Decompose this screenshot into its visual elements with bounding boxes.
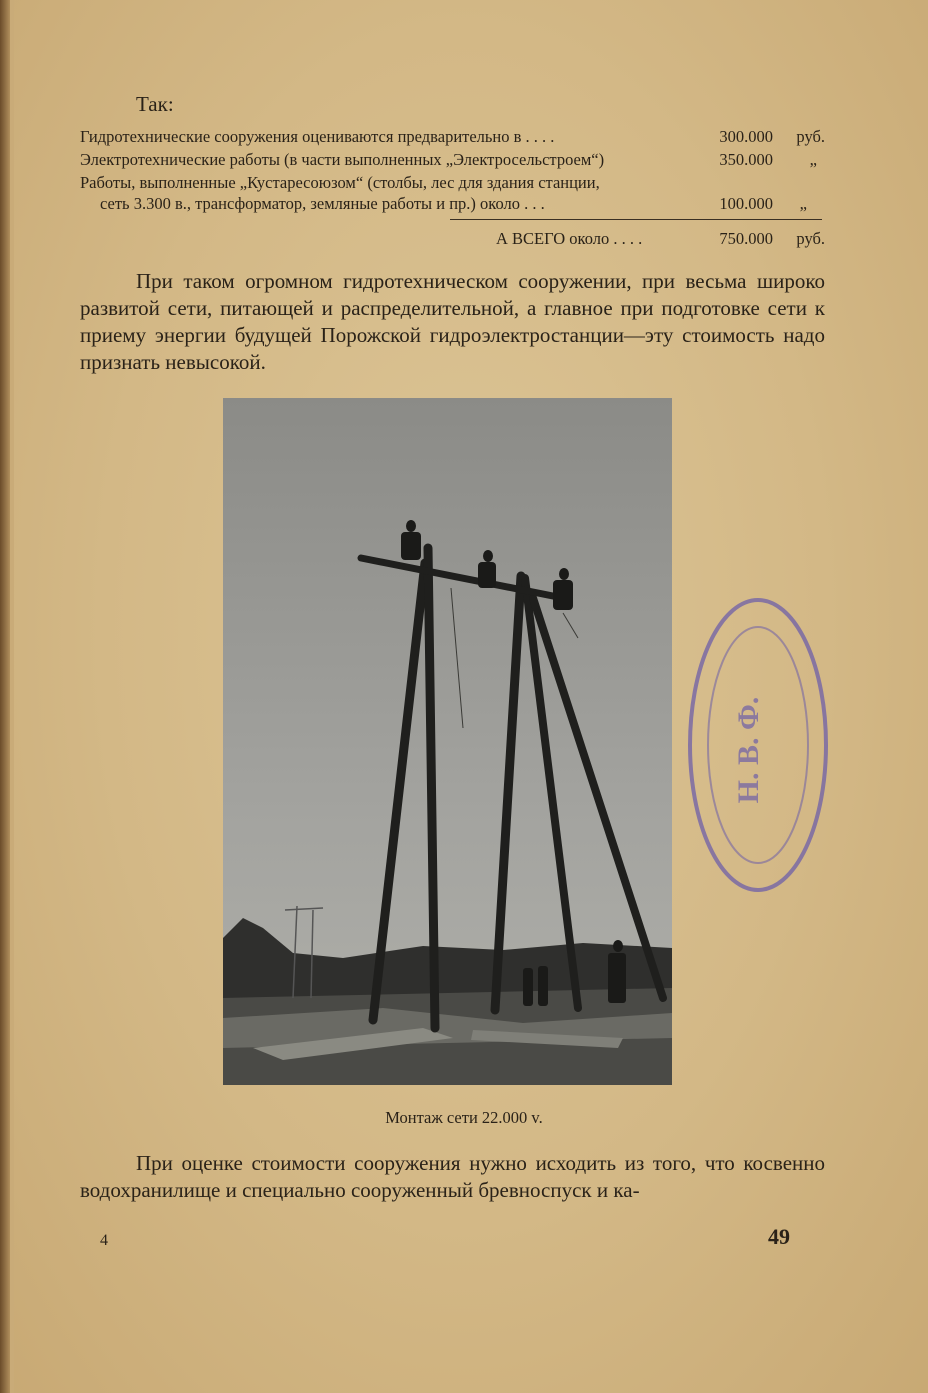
page-number: 49 xyxy=(768,1224,790,1249)
svg-text:Н. В. Ф.: Н. В. Ф. xyxy=(732,696,765,804)
cost-desc: Работы, выполненные „Кустаресоюзом“ (столбы, лес для здания станции, xyxy=(80,173,600,192)
page-edge xyxy=(10,0,14,1393)
cost-unit: „ xyxy=(809,150,817,169)
signature-mark: 4 xyxy=(100,1232,108,1249)
cost-unit: руб. xyxy=(796,127,825,146)
page-edge-shadow xyxy=(0,0,10,1393)
total-amount: 750.000 xyxy=(719,229,773,248)
total-rule xyxy=(450,219,822,220)
cost-amount: 350.000 xyxy=(719,150,773,169)
total-label: А ВСЕГО около . . . . xyxy=(496,229,643,248)
intro-text: Так: xyxy=(136,92,174,116)
paragraph-conclusion: При таком огромном гидротехническом сооружении, при весьма широко развитой сети, питающей и распределительной, а главное при подготовке сети к приему энергии будущей Порожской гидроэлектростанции—эту стоимость надо признать невысокой. xyxy=(80,269,825,374)
cost-unit: „ xyxy=(799,194,807,213)
photo-power-line-installation xyxy=(223,398,672,1085)
cost-desc: Гидротехнические сооружения оцениваются предварительно в . . . . xyxy=(80,127,555,146)
cost-amount: 300.000 xyxy=(719,127,773,146)
cost-amount: 100.000 xyxy=(719,194,773,213)
total-unit: руб. xyxy=(796,229,825,248)
photo-caption: Монтаж сети 22.000 v. xyxy=(385,1108,543,1127)
library-stamp xyxy=(680,590,830,900)
paragraph-continuation: При оценке стоимости сооружения нужно исходить из того, что косвенно водохранилище и специально сооруженный бревноспуск и ка- xyxy=(80,1151,825,1202)
cost-desc: сеть 3.300 в., трансформатор, земляные работы и пр.) около . . . xyxy=(100,194,545,213)
cost-desc: Электротехнические работы (в части выполненных „Электросельстроем“) xyxy=(80,150,605,169)
